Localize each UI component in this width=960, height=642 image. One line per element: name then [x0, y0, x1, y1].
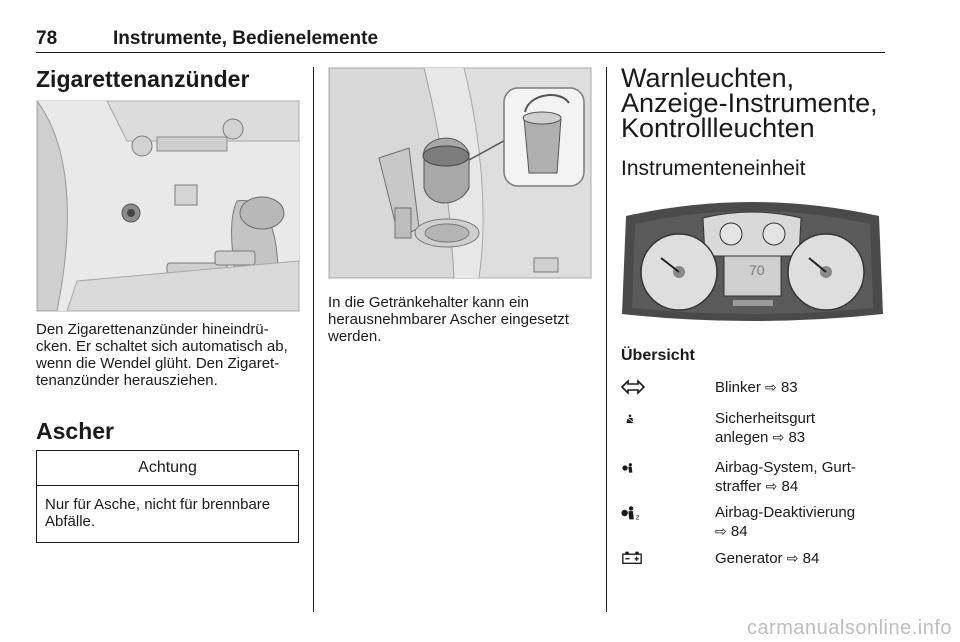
overview-item-text: Sicherheitsgurt: [715, 410, 816, 427]
section-title-warning-lights: [621, 63, 878, 143]
ashtray-paragraph: In die Getränkehalter kann ein herausnehmbarer Ascher eingesetzt werden.: [328, 294, 569, 345]
subsection-title-instrument-cluster: Instrumenteneinheit: [621, 157, 806, 180]
cigarette-lighter-paragraph: Den Zigarettenanzünder hineindrü-cken. Er schaltet sich automatisch ab, wenn die Wendel glüht. Den Zigaret-tenanzünder herausziehen.: [36, 321, 288, 389]
overview-item-airbag: [621, 459, 891, 497]
overview-item-page: 83: [788, 429, 806, 446]
watermark: carmanualsonline.info: [746, 617, 952, 639]
overview-item-text-2: straffer: [715, 478, 762, 495]
overview-item-seatbelt: [621, 410, 891, 448]
section-title-line-2: Anzeige-Instrumente,: [621, 88, 878, 118]
overview-item-page: 84: [730, 523, 748, 540]
airbag-deactivation-icon: [621, 505, 643, 521]
chapter-title: Instrumente, Bedienelemente: [113, 28, 379, 49]
airbag-icon: [621, 460, 637, 476]
overview-item-page: 84: [802, 550, 820, 567]
overview-item-text: Generator: [715, 550, 783, 567]
battery-generator-icon: [622, 550, 642, 565]
column-divider-1: [313, 67, 314, 612]
svg-text:2: 2: [635, 514, 640, 521]
section-title-ashtray: Ascher: [36, 418, 114, 444]
warning-title: Achtung: [37, 451, 298, 486]
overview-item-label: Sicherheitsgurt anlegen ⇨ 83: [715, 410, 816, 446]
turn-signal-icon: [621, 379, 645, 395]
warning-text: Nur für Asche, nicht für brennbare Abfälle.: [45, 496, 271, 530]
overview-item-airbag-deactivation: [621, 504, 891, 542]
overview-item-text: Blinker: [715, 379, 761, 396]
overview-item-text-2: anlegen: [715, 429, 769, 446]
overview-item-label: Airbag-System, Gurt- straffer ⇨ 84: [715, 459, 856, 495]
overview-item-turn-signal: [621, 378, 891, 398]
section-title-line-3: Kontrollleuchten: [621, 113, 815, 143]
cupholder-ashtray-illustration: [328, 67, 592, 279]
warning-box: [36, 450, 299, 543]
overview-item-page: 83: [780, 379, 798, 396]
section-title-cigarette-lighter: Zigarettenanzünder: [36, 66, 250, 92]
overview-item-label: Airbag-Deaktivierung ⇨ 84: [715, 504, 856, 540]
overview-item-generator: [621, 549, 891, 569]
overview-title: Übersicht: [621, 347, 695, 364]
instrument-cluster-illustration: [621, 196, 884, 322]
page-number: 78: [36, 28, 58, 49]
cigarette-lighter-illustration: [36, 100, 300, 312]
section-title-line-1: Warnleuchten,: [621, 63, 795, 93]
overview-item-label: Blinker ⇨ 83: [715, 379, 798, 396]
overview-item-label: Generator ⇨ 84: [715, 550, 820, 567]
cluster-speed-display: 70: [749, 262, 765, 278]
seatbelt-icon: [623, 410, 637, 428]
overview-item-page: 84: [781, 478, 799, 495]
overview-item-text: Airbag-Deaktivierung: [715, 504, 856, 521]
page-header: [36, 28, 885, 53]
overview-item-text: Airbag-System, Gurt-: [715, 459, 856, 476]
column-divider-2: [606, 67, 607, 612]
